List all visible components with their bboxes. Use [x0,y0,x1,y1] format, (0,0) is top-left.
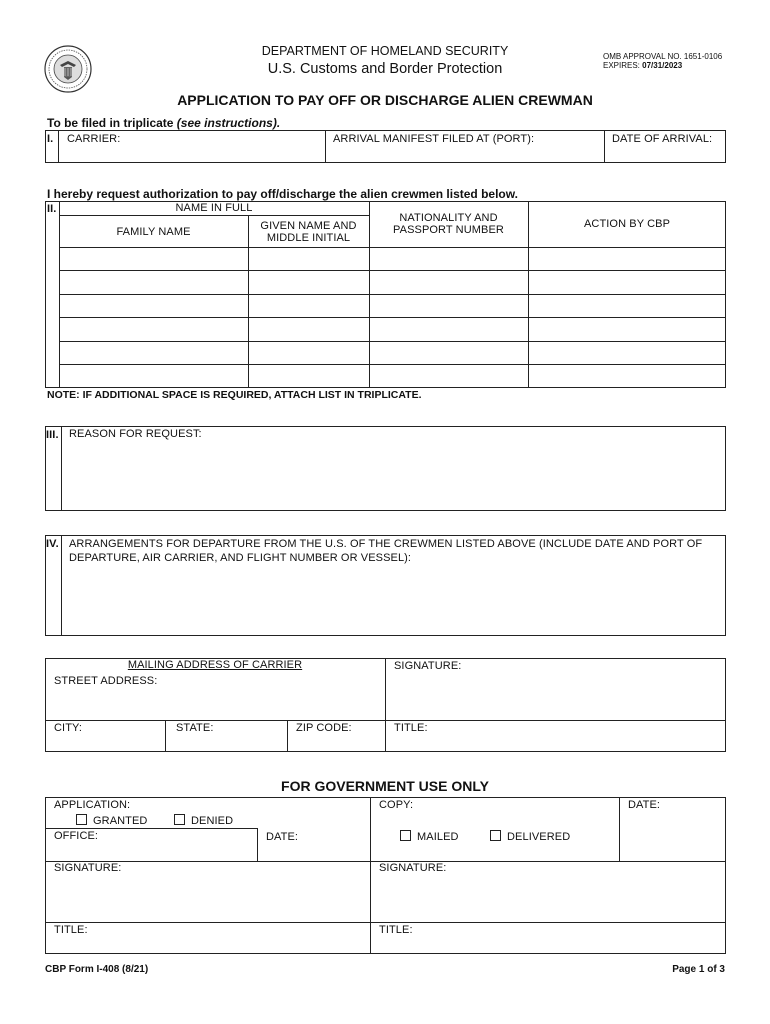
departure-line-1: ARRANGEMENTS FOR DEPARTURE FROM THE U.S. OF THE CREWMEN LISTED ABOVE (INCLUDE DATE AND PORT OF [69,538,703,550]
form-identifier: CBP Form I-408 (8/21) [45,964,149,975]
table-row[interactable] [60,342,725,364]
given-name-line-1: GIVEN NAME AND [260,220,357,232]
triplicate-instruction [47,116,280,130]
street-address-field[interactable]: STREET ADDRESS: [54,675,158,687]
expires-value: 07/31/2023 [642,61,683,70]
nationality-header [369,212,528,236]
name-in-full-header: NAME IN FULL [175,202,253,214]
denied-checkbox[interactable] [174,814,185,825]
granted-label: GRANTED [93,815,148,827]
zip-code-field[interactable]: ZIP CODE: [296,722,352,734]
table-row[interactable] [60,318,725,341]
nationality-line-1: NATIONALITY AND [399,212,498,224]
departure-line-2: DEPARTURE, AIR CARRIER, AND FLIGHT NUMBER OR VESSEL): [69,552,412,564]
table-row[interactable] [60,295,725,317]
section-3-number: III. [46,429,59,441]
dhs-seal-icon [44,45,92,93]
office-field[interactable]: OFFICE: [54,830,99,842]
gov-title-left-field[interactable]: TITLE: [54,924,88,936]
gov-signature-left-field[interactable]: SIGNATURE: [54,862,122,874]
government-use-heading: FOR GOVERNMENT USE ONLY [281,778,489,794]
gov-date-field[interactable]: DATE: [266,831,299,843]
departure-arrangements-field[interactable] [69,537,702,565]
table-row[interactable] [60,365,725,387]
page-number: Page 1 of 3 [672,964,725,975]
granted-option[interactable] [76,814,147,827]
city-field[interactable]: CITY: [54,722,83,734]
granted-checkbox[interactable] [76,814,87,825]
arrival-manifest-port-field[interactable]: ARRIVAL MANIFEST FILED AT (PORT): [333,133,535,145]
section-4-number: IV. [46,538,59,550]
delivered-label: DELIVERED [507,831,571,843]
copy-label: COPY: [379,799,414,811]
copy-date-field[interactable]: DATE: [628,799,661,811]
triplicate-text: To be filed in triplicate [47,116,177,130]
form-title: APPLICATION TO PAY OFF OR DISCHARGE ALIEN CREWMAN [177,92,593,108]
denied-label: DENIED [191,815,234,827]
carrier-field[interactable]: CARRIER: [67,133,121,145]
delivered-option[interactable] [490,830,570,843]
section-2-number: II. [47,203,57,215]
nationality-line-2: PASSPORT NUMBER [393,224,504,236]
reason-for-request-field[interactable]: REASON FOR REQUEST: [69,428,202,440]
gov-signature-right-field[interactable]: SIGNATURE: [379,862,447,874]
mailed-option[interactable] [400,830,459,843]
given-name-header [248,220,369,244]
given-name-line-2: MIDDLE INITIAL [266,232,351,244]
expires-label: EXPIRES: [603,61,640,70]
mailed-label: MAILED [417,831,459,843]
state-field[interactable]: STATE: [176,722,214,734]
see-instructions-link[interactable]: (see instructions). [176,116,281,130]
denied-option[interactable] [174,814,233,827]
family-name-header: FAMILY NAME [116,226,191,238]
gov-title-right-field[interactable]: TITLE: [379,924,413,936]
expiration [603,61,682,70]
mailed-checkbox[interactable] [400,830,411,841]
carrier-title-field[interactable]: TITLE: [394,722,428,734]
table-row[interactable] [60,271,725,294]
agency-name: U.S. Customs and Border Protection [267,61,503,77]
application-label: APPLICATION: [54,799,131,811]
delivered-checkbox[interactable] [490,830,501,841]
additional-space-note: NOTE: IF ADDITIONAL SPACE IS REQUIRED, ATTACH LIST IN TRIPLICATE. [47,389,422,401]
mailing-address-heading: MAILING ADDRESS OF CARRIER [127,659,303,671]
request-statement: I hereby request authorization to pay off/discharge the alien crewmen listed below. [47,187,518,201]
omb-approval: OMB APPROVAL NO. 1651-0106 [603,52,723,61]
action-by-cbp-header: ACTION BY CBP [583,218,671,230]
department-name: DEPARTMENT OF HOMELAND SECURITY [261,44,509,58]
section-1-number: I. [47,133,54,145]
carrier-signature-field[interactable]: SIGNATURE: [394,660,462,672]
table-row[interactable] [60,248,725,270]
date-of-arrival-field[interactable]: DATE OF ARRIVAL: [612,133,713,145]
